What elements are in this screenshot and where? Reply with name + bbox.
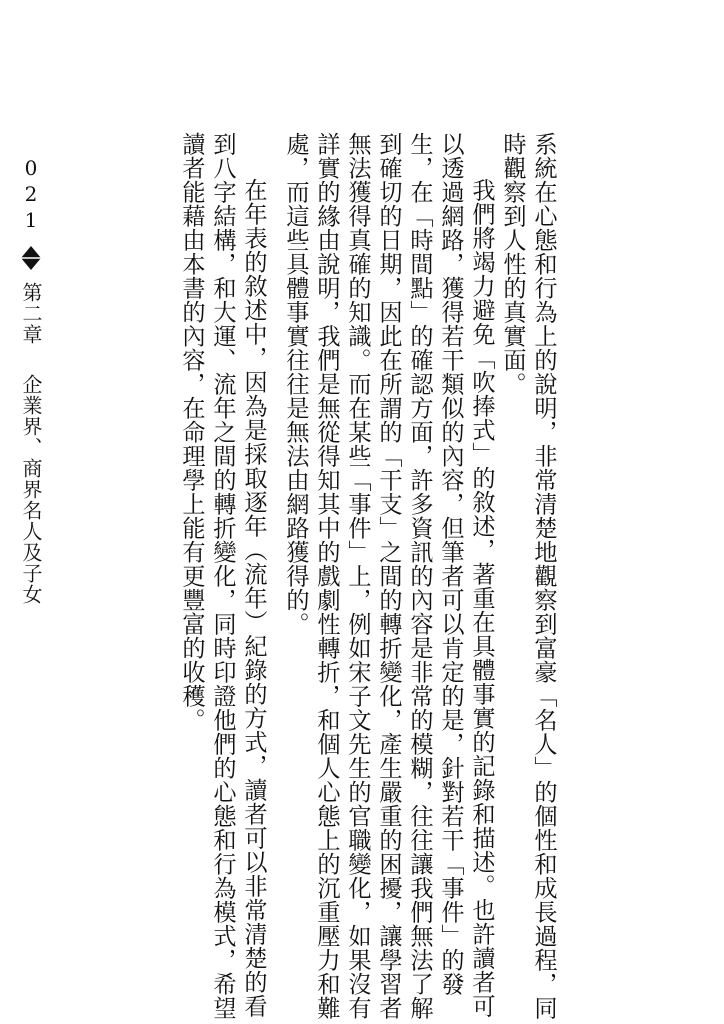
chapter-label: 第二章 [19,282,43,346]
text-column: 讀者能藉由本書的內容，在命理學上能有更豐富的收穫。 [178,132,205,732]
page-folio [16,156,46,605]
text-column: 生，在「時間點」的確認方面，許多資訊的內容是非常的模糊，往往讓我們無法了解 [406,132,433,1020]
page-number: 021 [19,156,43,234]
text-column: 我們將竭力避免「吹捧式」的敘述，著重在具體事實的記錄和描述。也許讀者可 [468,178,495,1018]
diamond-ornament-icon [20,245,42,271]
chapter-title: 企業界、商界名人及子女 [19,374,43,606]
text-column: 系統在心態和行為上的說明，非常清楚地觀察到富豪「名人」的個性和成長過程，同 [530,132,557,1020]
text-column: 處，而這些具體事實往往是無法由網路獲得的。 [282,132,309,636]
text-column: 詳實的緣由說明，我們是無從得知其中的戲劇性轉折，和個人心態上的沉重壓力和難 [313,132,340,1020]
text-column: 在年表的敘述中，因為是採取逐年（流年）紀錄的方式，讀者可以非常清楚的看 [240,178,267,1018]
text-column: 到八字結構，和大運、流年之間的轉折變化，同時印證他們的心態和行為模式，希望 [209,132,236,1020]
text-column: 時觀察到人性的真實面。 [499,132,526,396]
text-column: 到確切的日期，因此在所謂的「干支」之間的轉折變化，產生嚴重的困擾，讓學習者 [375,132,402,1020]
text-column: 以透過網路，獲得若干類似的內容，但筆者可以肯定的是，針對若干「事件」的發 [437,132,464,996]
text-column: 無法獲得真確的知識。而在某些「事件」上，例如宋子文先生的官職變化，如果沒有 [344,132,371,1020]
